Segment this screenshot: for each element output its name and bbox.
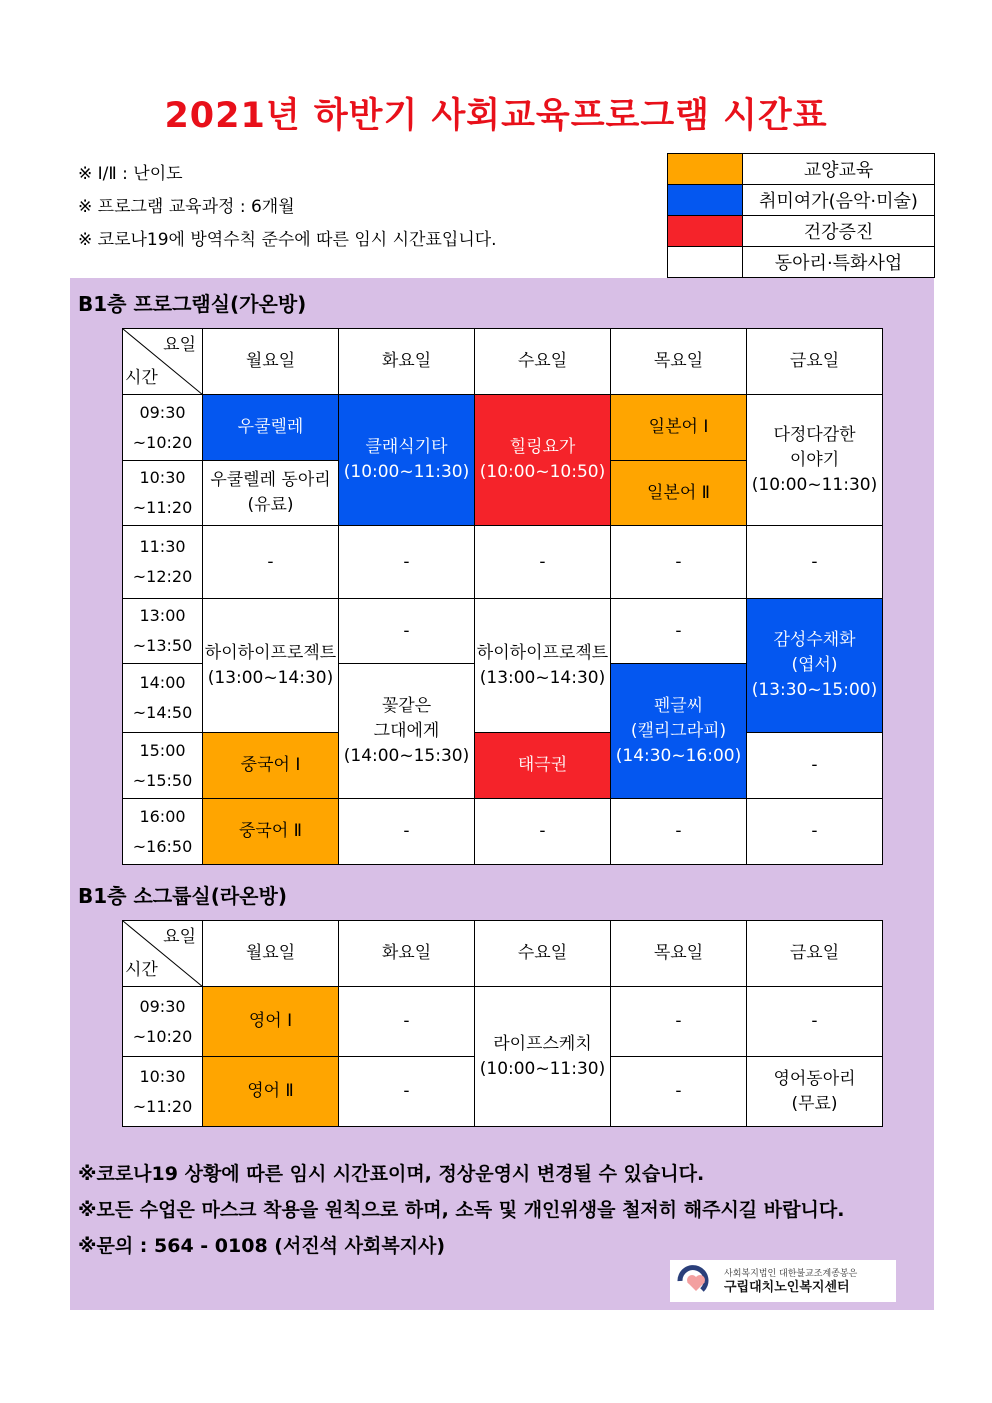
class-english-1: 영어 Ⅰ [203,987,339,1057]
day-header-thu: 목요일 [611,329,747,395]
day-header-fri: 금요일 [747,921,883,987]
day-header-fri: 금요일 [747,329,883,395]
corner-time-label: 시간 [125,960,158,980]
center-logo-subtitle: 사회복지법인 대한불교조계종봉은 [724,1269,858,1279]
time-slot-1600: 16:00 ~16:50 [123,799,203,865]
page-title: 2021년 하반기 사회교육프로그램 시간표 [164,96,828,136]
room1-title: B1층 프로그램실(가온방) [78,292,307,316]
corner-day-label: 요일 [163,335,196,355]
day-header-mon: 월요일 [203,329,339,395]
time-slot-0930: 09:30 ~10:20 [123,987,203,1057]
class-watercolor: 감성수채화 (엽서) (13:30~15:00) [747,599,883,733]
time-slot-1030: 10:30 ~11:20 [123,1057,203,1127]
empty-cell: - [747,987,883,1057]
empty-cell: - [747,526,883,599]
class-friendly-talk: 다정다감한 이야기 (10:00~11:30) [747,395,883,526]
class-calligraphy: 펜글씨 (캘리그라피) (14:30~16:00) [611,664,747,799]
empty-cell: - [611,599,747,664]
class-healing-yoga: 힐링요가 (10:00~10:50) [475,395,611,526]
day-header-mon: 월요일 [203,921,339,987]
footer-notes [78,1156,844,1264]
class-japanese-1: 일본어 Ⅰ [611,395,747,461]
time-slot-1030: 10:30 ~11:20 [123,461,203,526]
empty-cell: - [611,987,747,1057]
class-life-sketch: 라이프스케치 (10:00~11:30) [475,987,611,1127]
footer-note-contact: ※문의 : 564 - 0108 (서진석 사회복지사) [78,1235,446,1257]
note-difficulty: ※ Ⅰ/Ⅱ : 난이도 [78,164,183,184]
room1-timetable [122,328,883,865]
notes [78,158,497,257]
day-header-wed: 수요일 [475,329,611,395]
class-hihi-project-mon: 하이하이프로젝트 (13:00~14:30) [203,599,339,733]
time-slot-1130: 11:30 ~12:20 [123,526,203,599]
legend-swatch-red [668,216,743,247]
day-header-wed: 수요일 [475,921,611,987]
day-header-thu: 목요일 [611,921,747,987]
empty-cell: - [339,526,475,599]
class-ukulele-club: 우쿨렐레 동아리 (유료) [203,461,339,526]
empty-cell: - [475,526,611,599]
class-english-2: 영어 Ⅱ [203,1057,339,1127]
empty-cell: - [611,799,747,865]
center-logo [670,1260,896,1302]
legend-swatch-blue [668,185,743,216]
schedule-panel [70,278,934,1310]
time-slot-0930: 09:30 ~10:20 [123,395,203,461]
empty-cell: - [611,1057,747,1127]
legend-swatch-white [668,247,743,278]
empty-cell: - [747,733,883,799]
class-classical-guitar: 클래식기타 (10:00~11:30) [339,395,475,526]
empty-cell: - [611,526,747,599]
empty-cell: - [203,526,339,599]
class-chinese-1: 중국어 Ⅰ [203,733,339,799]
room2-title: B1층 소그룹실(라온방) [78,884,287,908]
empty-cell: - [339,799,475,865]
color-legend [667,153,935,278]
center-logo-name: 구립대치노인복지센터 [724,1280,850,1295]
legend-label-club: 동아리·특화사업 [743,247,935,278]
time-slot-1400: 14:00 ~14:50 [123,664,203,733]
legend-label-health: 건강증진 [743,216,935,247]
class-english-club: 영어동아리 (무료) [747,1057,883,1127]
class-ukulele: 우쿨렐레 [203,395,339,461]
note-course-length: ※ 프로그램 교육과정 : 6개월 [78,197,295,217]
class-taekwondo: 태극권 [475,733,611,799]
corner-header [123,921,203,987]
room2-timetable [122,920,883,1127]
time-slot-1300: 13:00 ~13:50 [123,599,203,664]
footer-note-temporary: ※코로나19 상황에 따른 임시 시간표이며, 정상운영시 변경될 수 있습니다. [78,1163,705,1185]
class-chinese-2: 중국어 Ⅱ [203,799,339,865]
empty-cell: - [747,799,883,865]
legend-label-hobby: 취미여가(음악·미술) [743,185,935,216]
legend-label-culture: 교양교육 [743,154,935,185]
empty-cell: - [475,799,611,865]
empty-cell: - [339,1057,475,1127]
empty-cell: - [339,599,475,664]
day-header-tue: 화요일 [339,329,475,395]
class-like-a-flower: 꽃같은 그대에게 (14:00~15:30) [339,664,475,799]
corner-day-label: 요일 [163,927,196,947]
class-japanese-2: 일본어 Ⅱ [611,461,747,526]
time-slot-1500: 15:00 ~15:50 [123,733,203,799]
corner-time-label: 시간 [125,368,158,388]
center-logo-icon [670,1260,724,1302]
corner-header [123,329,203,395]
note-covid: ※ 코로나19에 방역수칙 준수에 따른 임시 시간표입니다. [78,230,497,250]
legend-swatch-orange [668,154,743,185]
empty-cell: - [339,987,475,1057]
day-header-tue: 화요일 [339,921,475,987]
footer-note-mask: ※모든 수업은 마스크 착용을 원칙으로 하며, 소독 및 개인위생을 철저히 해주시길 바랍니다. [78,1199,845,1221]
class-hihi-project-wed: 하이하이프로젝트 (13:00~14:30) [475,599,611,733]
